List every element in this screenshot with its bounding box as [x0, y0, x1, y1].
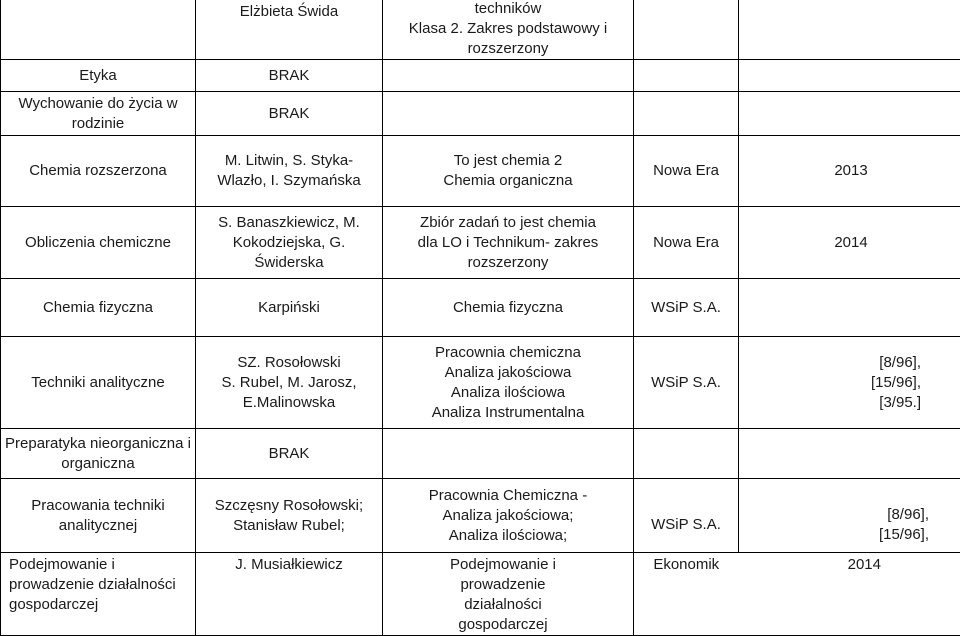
title-cell: techników Klasa 2. Zakres podstawowy i rozszerzony — [383, 0, 634, 60]
publisher-cell — [634, 429, 739, 479]
title-cell — [383, 92, 634, 136]
publisher-cell: WSiP S.A. — [634, 479, 739, 553]
subject-cell: Techniki analityczne — [1, 337, 196, 429]
subject-cell: Chemia rozszerzona — [1, 136, 196, 207]
author-cell: BRAK — [196, 60, 383, 92]
table-row — [1, 479, 960, 553]
title-cell: To jest chemia 2 Chemia organiczna — [383, 136, 634, 207]
table-row — [1, 553, 960, 636]
publisher-cell — [634, 60, 739, 92]
table-row — [1, 429, 960, 479]
subject-cell: Etyka — [1, 60, 196, 92]
table-row — [1, 337, 960, 429]
publisher-cell: Nowa Era — [634, 207, 739, 279]
subject-cell: Preparatyka nieorganiczna i organiczna — [1, 429, 196, 479]
title-cell — [383, 429, 634, 479]
year-cell — [739, 279, 960, 337]
year-cell: 2014 — [739, 553, 960, 636]
publisher-cell: WSiP S.A. — [634, 279, 739, 337]
publisher-cell: Ekonomik — [634, 553, 739, 636]
table-row — [1, 136, 960, 207]
table-row — [1, 279, 960, 337]
author-cell: SZ. Rosołowski S. Rubel, M. Jarosz, E.Malinowska — [196, 337, 383, 429]
subject-cell — [1, 0, 196, 60]
year-cell: [8/96], [15/96], [3/95.] — [739, 337, 960, 429]
title-cell: Zbiór zadań to jest chemia dla LO i Technikum- zakres rozszerzony — [383, 207, 634, 279]
title-cell: Chemia fizyczna — [383, 279, 634, 337]
year-cell — [739, 60, 960, 92]
publisher-cell: Nowa Era — [634, 136, 739, 207]
author-cell: BRAK — [196, 429, 383, 479]
table-row — [1, 207, 960, 279]
publisher-cell — [634, 0, 739, 60]
author-cell: S. Banaszkiewicz, M. Kokodziejska, G. Świderska — [196, 207, 383, 279]
subject-cell: Pracowania techniki analitycznej — [1, 479, 196, 553]
subject-cell: Wychowanie do życia w rodzinie — [1, 92, 196, 136]
year-cell — [739, 0, 960, 60]
author-cell: Elżbieta Świda — [196, 0, 383, 60]
publisher-cell — [634, 92, 739, 136]
subject-cell: Podejmowanie i prowadzenie działalności gospodarczej — [1, 553, 196, 636]
table-row — [1, 0, 960, 60]
year-cell: [8/96], [15/96], — [739, 479, 960, 553]
subject-cell: Chemia fizyczna — [1, 279, 196, 337]
table-row — [1, 92, 960, 136]
year-cell — [739, 429, 960, 479]
year-cell: 2014 — [739, 207, 960, 279]
title-cell: Pracownia chemiczna Analiza jakościowa Analiza ilościowa Analiza Instrumentalna — [383, 337, 634, 429]
table-row — [1, 60, 960, 92]
author-cell: J. Musiałkiewicz — [196, 553, 383, 636]
title-cell: Pracownia Chemiczna - Analiza jakościowa; Analiza ilościowa; — [383, 479, 634, 553]
year-cell — [739, 92, 960, 136]
year-cell: 2013 — [739, 136, 960, 207]
author-cell: BRAK — [196, 92, 383, 136]
author-cell: Karpiński — [196, 279, 383, 337]
author-cell: Szczęsny Rosołowski; Stanisław Rubel; — [196, 479, 383, 553]
author-cell: M. Litwin, S. Styka- Wlazło, I. Szymańska — [196, 136, 383, 207]
subject-cell: Obliczenia chemiczne — [1, 207, 196, 279]
publisher-cell: WSiP S.A. — [634, 337, 739, 429]
title-cell — [383, 60, 634, 92]
title-cell: Podejmowanie i prowadzenie działalności gospodarczej — [383, 553, 634, 636]
